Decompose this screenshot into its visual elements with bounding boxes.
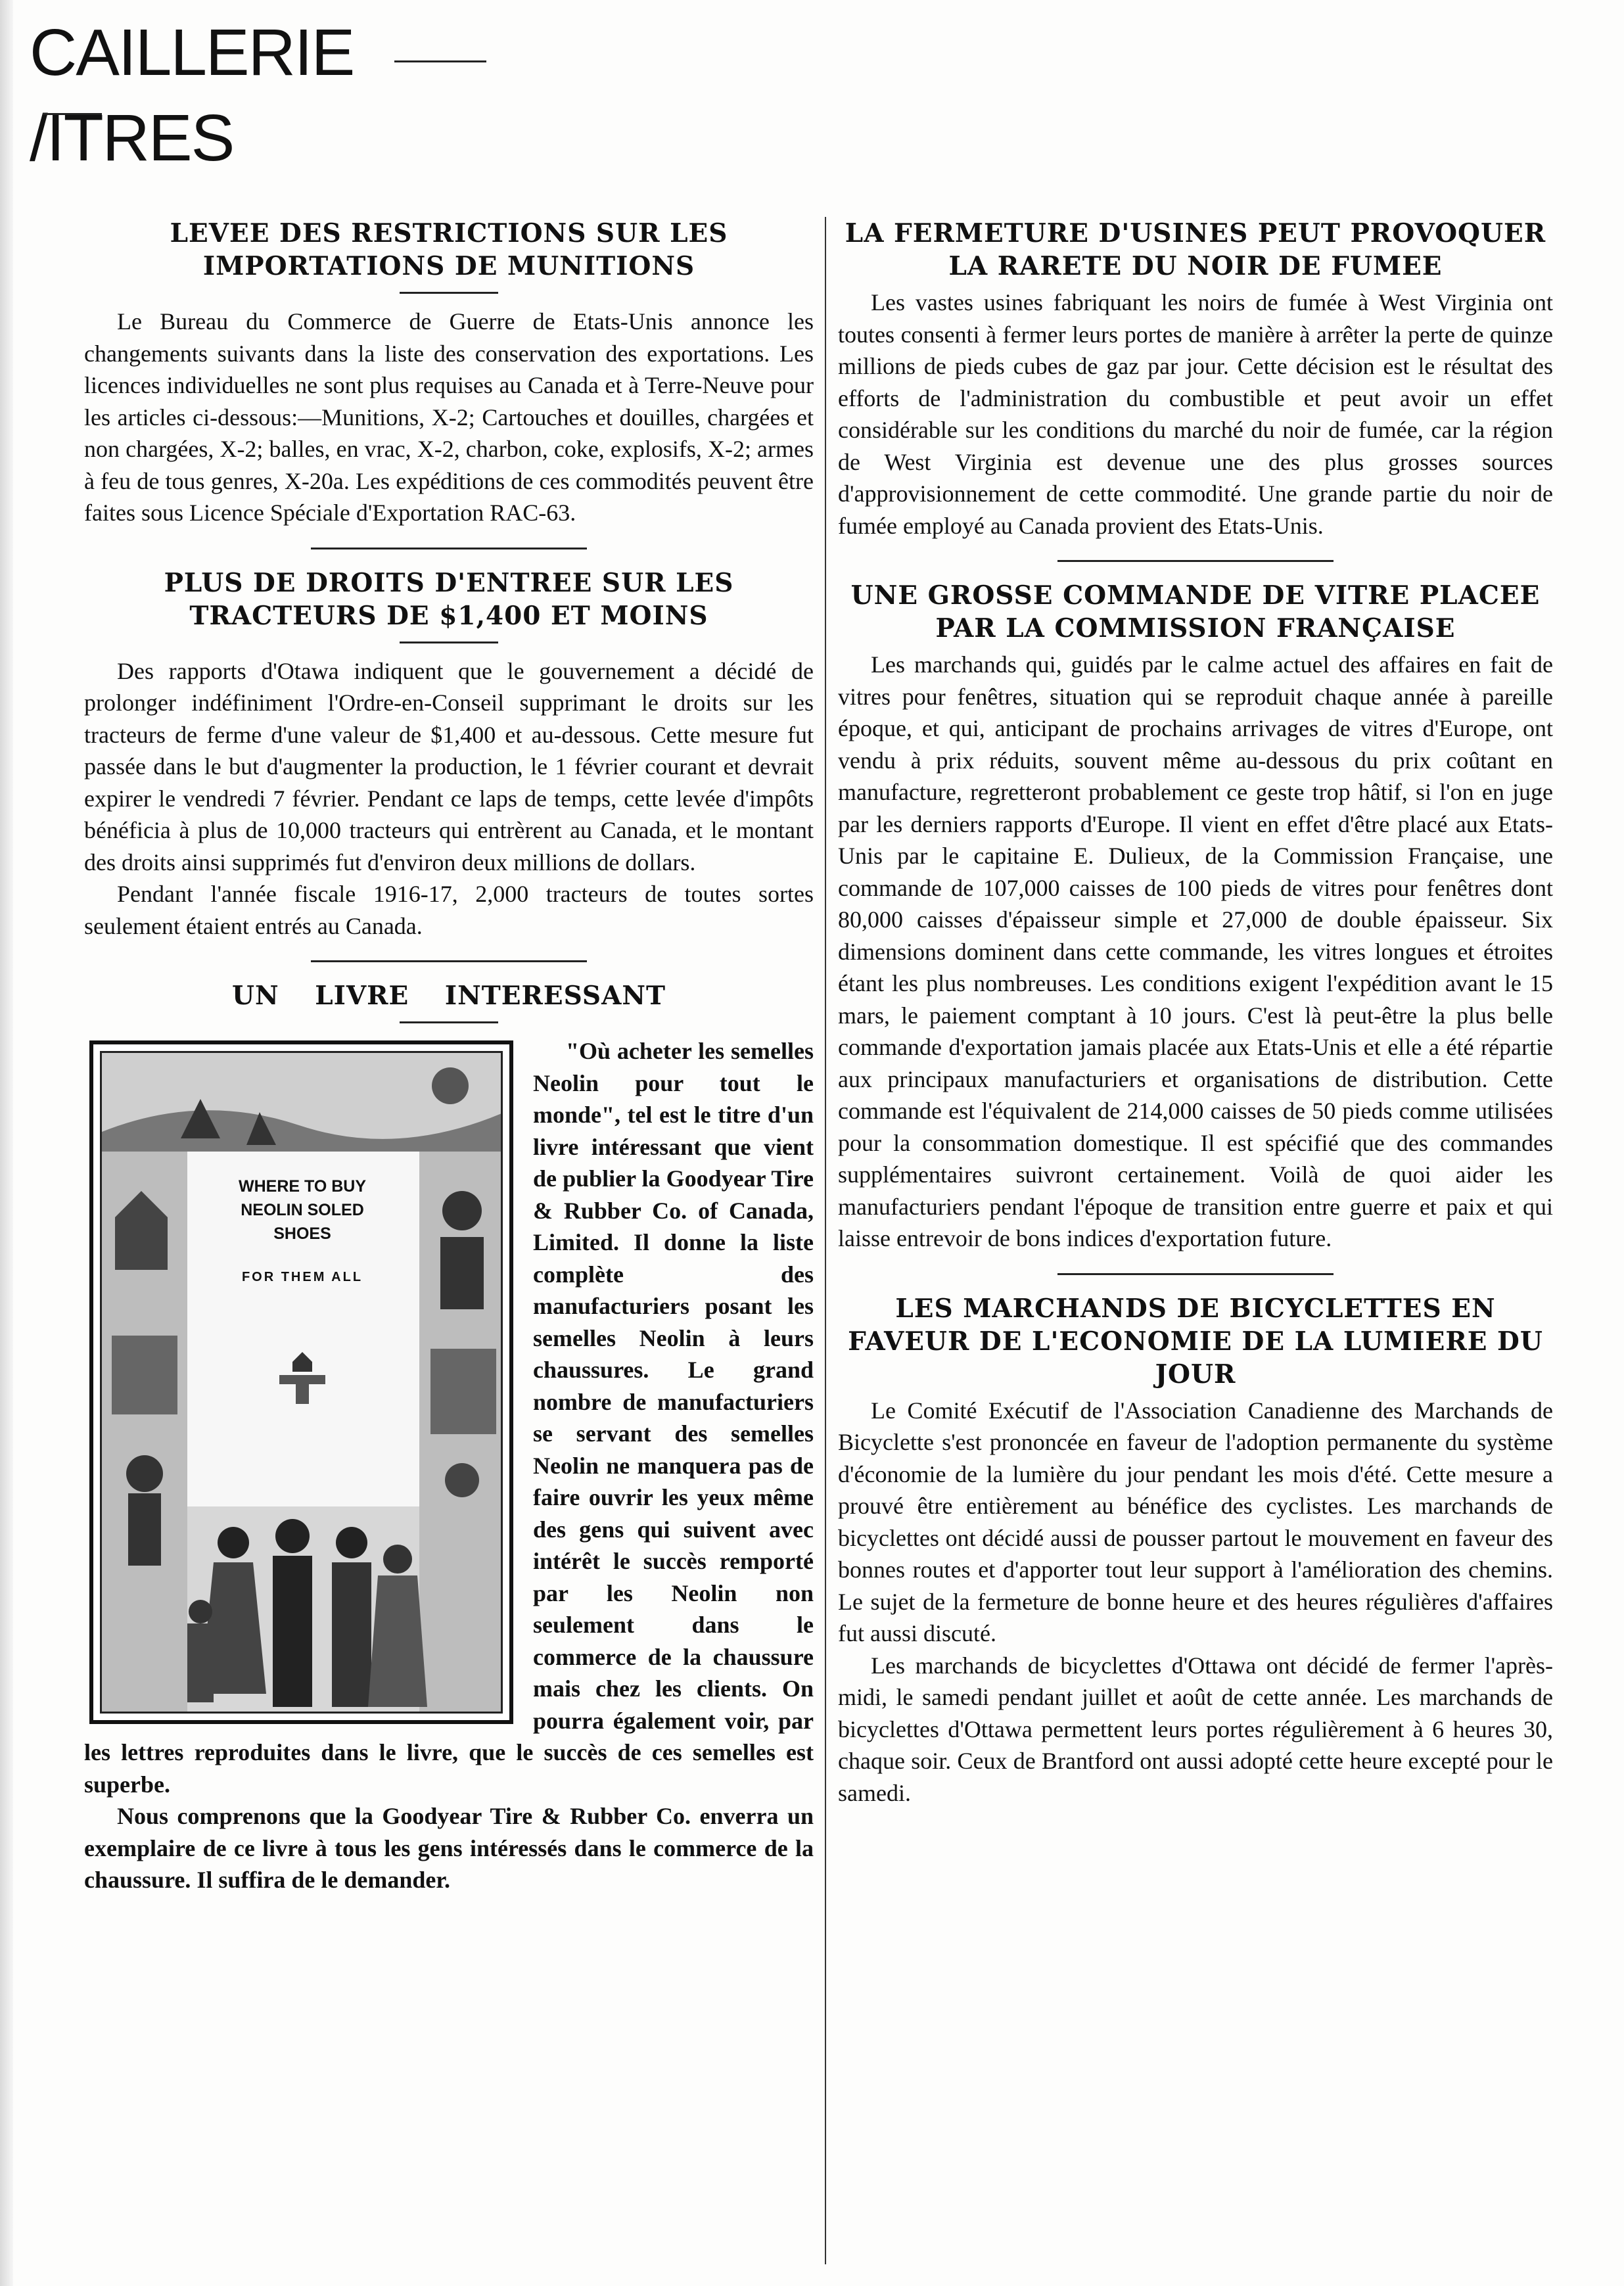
article-paragraph: Des rapports d'Otawa indiquent que le gouvernement a décidé de prolonger indéfiniment l'Ordre-en-Conseil supprimant le droits sur les tracteurs de ferme d'une valeur de $1,400 et au-dessous. Cette mesure fut passée dans le but d'augmenter la production, le 1 février courant et devrait expirer le vendredi 7 février. Pendant ce laps de temps, cette levée d'impôts bénéficia à plus de 10,000 tracteurs qui entrèrent au Canada, et le montant des droits ainsi supprimés fut d'environ deux millions de dollars. bbox=[84, 657, 814, 875]
heading-rule bbox=[394, 60, 486, 62]
advertisement-title-line: NEOLIN SOLED bbox=[241, 1201, 364, 1219]
heading-rule bbox=[43, 113, 102, 115]
article-separator bbox=[311, 548, 587, 549]
article-paragraph: Les marchands de bicyclettes d'Ottawa ont décidé de fermer l'après-midi, le samedi pendant juillet et août de cette année. Les marchands de bicyclettes d'Ottawa permettent leurs portes régulièrement à 6 heures 30, chaque soir. Ceux de Brantford ont aussi adopté cette heure excepté pour le samedi. bbox=[838, 1652, 1553, 1806]
article-separator bbox=[1057, 1273, 1334, 1275]
article-paragraph: Nous comprenons que la Goodyear Tire & Rubber Co. enverra un exemplaire de ce livre à tous les gens intéressés dans le commerce de la chaussure. Il suffira de le demander. bbox=[84, 1803, 814, 1893]
article-livre bbox=[84, 979, 814, 1896]
article-title: PLUS DE DROITS D'ENTREE SUR LES TRACTEURS DE $1,400 ET MOINS bbox=[164, 567, 734, 631]
article-paragraph: Les marchands qui, guidés par le calme actuel des affaires en fait de vitres pour fenêtres, situation qui se reproduit chaque année à pareille époque, et qui, anticipant de prochains arrivages de vitres d'Europe, ont vendu à prix réduits, souvent même au-dessous du prix coûtant en manufacture, regretteront probablement ce geste trop hâtif, si l'on en juge par les derniers rapports d'Europe. Il vient en effet d'être placé aux Etats-Unis par le capitaine E. Dulieux, de la Commission Française, une commande de 107,000 caisses de 100 pieds de vitres pour fenêtres dont 80,000 caisses d'épaisseur simple et 27,000 de double épaisseur. Six dimensions dominent dans cette commande, les vitres longues et étroites étant les plus nombreuses. Les conditions exigent l'expédition avant le 15 mars, le paiement comptant à 10 jours. C'est là peut-être la plus belle commande d'exportation jamais placée aux Etats-Unis et elle a été répartie aux principaux manufacturiers et organisations de distribution. Cette commande est l'équivalent de 214,000 caisses de 50 pieds comme utilisées pour la consommation domestique. Il est spécifié que des commandes supplémentaires suivront certainement. Voilà de quoi aider les manufacturiers pendant l'époque de transition entre guerre et paix et qui laisse entrevoir de bons indices d'exportation future. bbox=[838, 651, 1553, 1251]
title-rule bbox=[400, 641, 498, 643]
column-divider bbox=[825, 217, 826, 2264]
article-vitre bbox=[838, 579, 1553, 1255]
article-title: LES MARCHANDS DE BICYCLETTES EN FAVEUR DE L'ECONOMIE DE LA LUMIERE DU JOUR bbox=[848, 1293, 1543, 1389]
article-paragraph: Les vastes usines fabriquant les noirs de fumée à West Virginia ont toutes consenti à fermer leurs portes de manière à arrêter la perte de quinze millions de pieds cubes de gaz par jour. Cette décision est le résultat des efforts de l'administration du combustible et peut avoir un effet considérable sur les conditions du marché du noir de fumée, car la région de West Virginia est devenue une des plus grosses sources d'approvisionnement de cette commodité. Une grande partie du noir de fumée employé au Canada provient des Etats-Unis. bbox=[838, 289, 1553, 539]
article-title: LEVEE DES RESTRICTIONS SUR LES IMPORTATIONS DE MUNITIONS bbox=[170, 218, 728, 281]
advertisement-illustration bbox=[100, 1051, 503, 1714]
article-munitions bbox=[84, 217, 814, 529]
article-paragraph: Pendant l'année fiscale 1916-17, 2,000 tracteurs de toutes sortes seulement étaient entrés au Canada. bbox=[84, 881, 814, 939]
article-title: UN LIVRE INTERESSANT bbox=[231, 981, 666, 1011]
article-tracteurs bbox=[84, 567, 814, 943]
article-separator bbox=[311, 960, 587, 962]
advertisement-title-line: WHERE TO BUY bbox=[239, 1177, 366, 1196]
article-title: UNE GROSSE COMMANDE DE VITRE PLACEE PAR LA COMMISSION FRANÇAISE bbox=[850, 580, 1541, 643]
article-title: LA FERMETURE D'USINES PEUT PROVOQUER LA RARETE DU NOIR DE FUMEE bbox=[845, 218, 1546, 281]
article-paragraph: "Où acheter les semelles Neolin pour tout le monde", tel est le titre d'un livre intéressant que vient de publier la Goodyear Tire & Rubber Co. of Canada, Limited. Il donne la liste complète des manufacturiers posant les semelles Neolin à leurs chaussures. Le grand nombre de manufacturiers se servant des semelles Neolin ne manquera pas de faire ouvrir les yeux même des gens qui suivent avec intérêt le succès remporté par les Neolin non seulement dans le commerce de la chaussure mais chez les clients. On pourra également voir, par les lettres reproduites dans le livre, que le succès de ces semelles est superbe. bbox=[84, 1038, 814, 1798]
section-heading-line2: /ITRES bbox=[30, 101, 234, 175]
article-noir-de-fumee bbox=[838, 217, 1553, 542]
advertisement-title bbox=[207, 1175, 398, 1246]
neolin-advertisement bbox=[89, 1040, 513, 1724]
title-rule bbox=[400, 1021, 498, 1023]
title-rule bbox=[400, 292, 498, 294]
article-paragraph: Le Comité Exécutif de l'Association Canadienne des Marchands de Bicyclette s'est prononcée en faveur de l'adoption permanente du système d'économie de la lumière du jour pendant les mois d'été. Cette mesure a prouvé être entièrement au bénéfice des cyclistes. Les marchands de bicyclettes ont décidé aussi de pousser partout le mouvement en faveur des bonnes routes et d'apporter tout leur support à l'amélioration des chemins. Le sujet de la fermeture de bonne heure et des heures régulières d'affaires fut aussi discuté. bbox=[838, 1397, 1553, 1646]
advertisement-title-line: SHOES bbox=[273, 1225, 331, 1243]
illustration-figures bbox=[102, 1053, 503, 1714]
right-column bbox=[838, 217, 1553, 1809]
article-separator bbox=[1057, 560, 1334, 562]
article-paragraph: Le Bureau du Commerce de Guerre de Etats-Unis annonce les changements suivants dans la liste des conservation des exportations. Les licences individuelles ne sont plus requises au Canada et à Terre-Neuve pour les articles ci-dessous:—Munitions, X-2; Cartouches et douilles, chargées et non chargées, X-2; balles, en vrac, X-2, charbon, coke, explosifs, X-2; armes à feu de tous genres, X-20a. Les expéditions de ces commodités peuvent être faites sous Licence Spéciale d'Exportation RAC-63. bbox=[84, 308, 814, 526]
section-heading bbox=[30, 16, 354, 175]
article-bicyclettes bbox=[838, 1292, 1553, 1809]
left-column bbox=[84, 217, 814, 1896]
section-heading-line1: CAILLERIE bbox=[30, 16, 354, 89]
page-edge-shadow bbox=[0, 0, 13, 2286]
advertisement-subtitle: FOR THEM ALL bbox=[241, 1270, 363, 1284]
